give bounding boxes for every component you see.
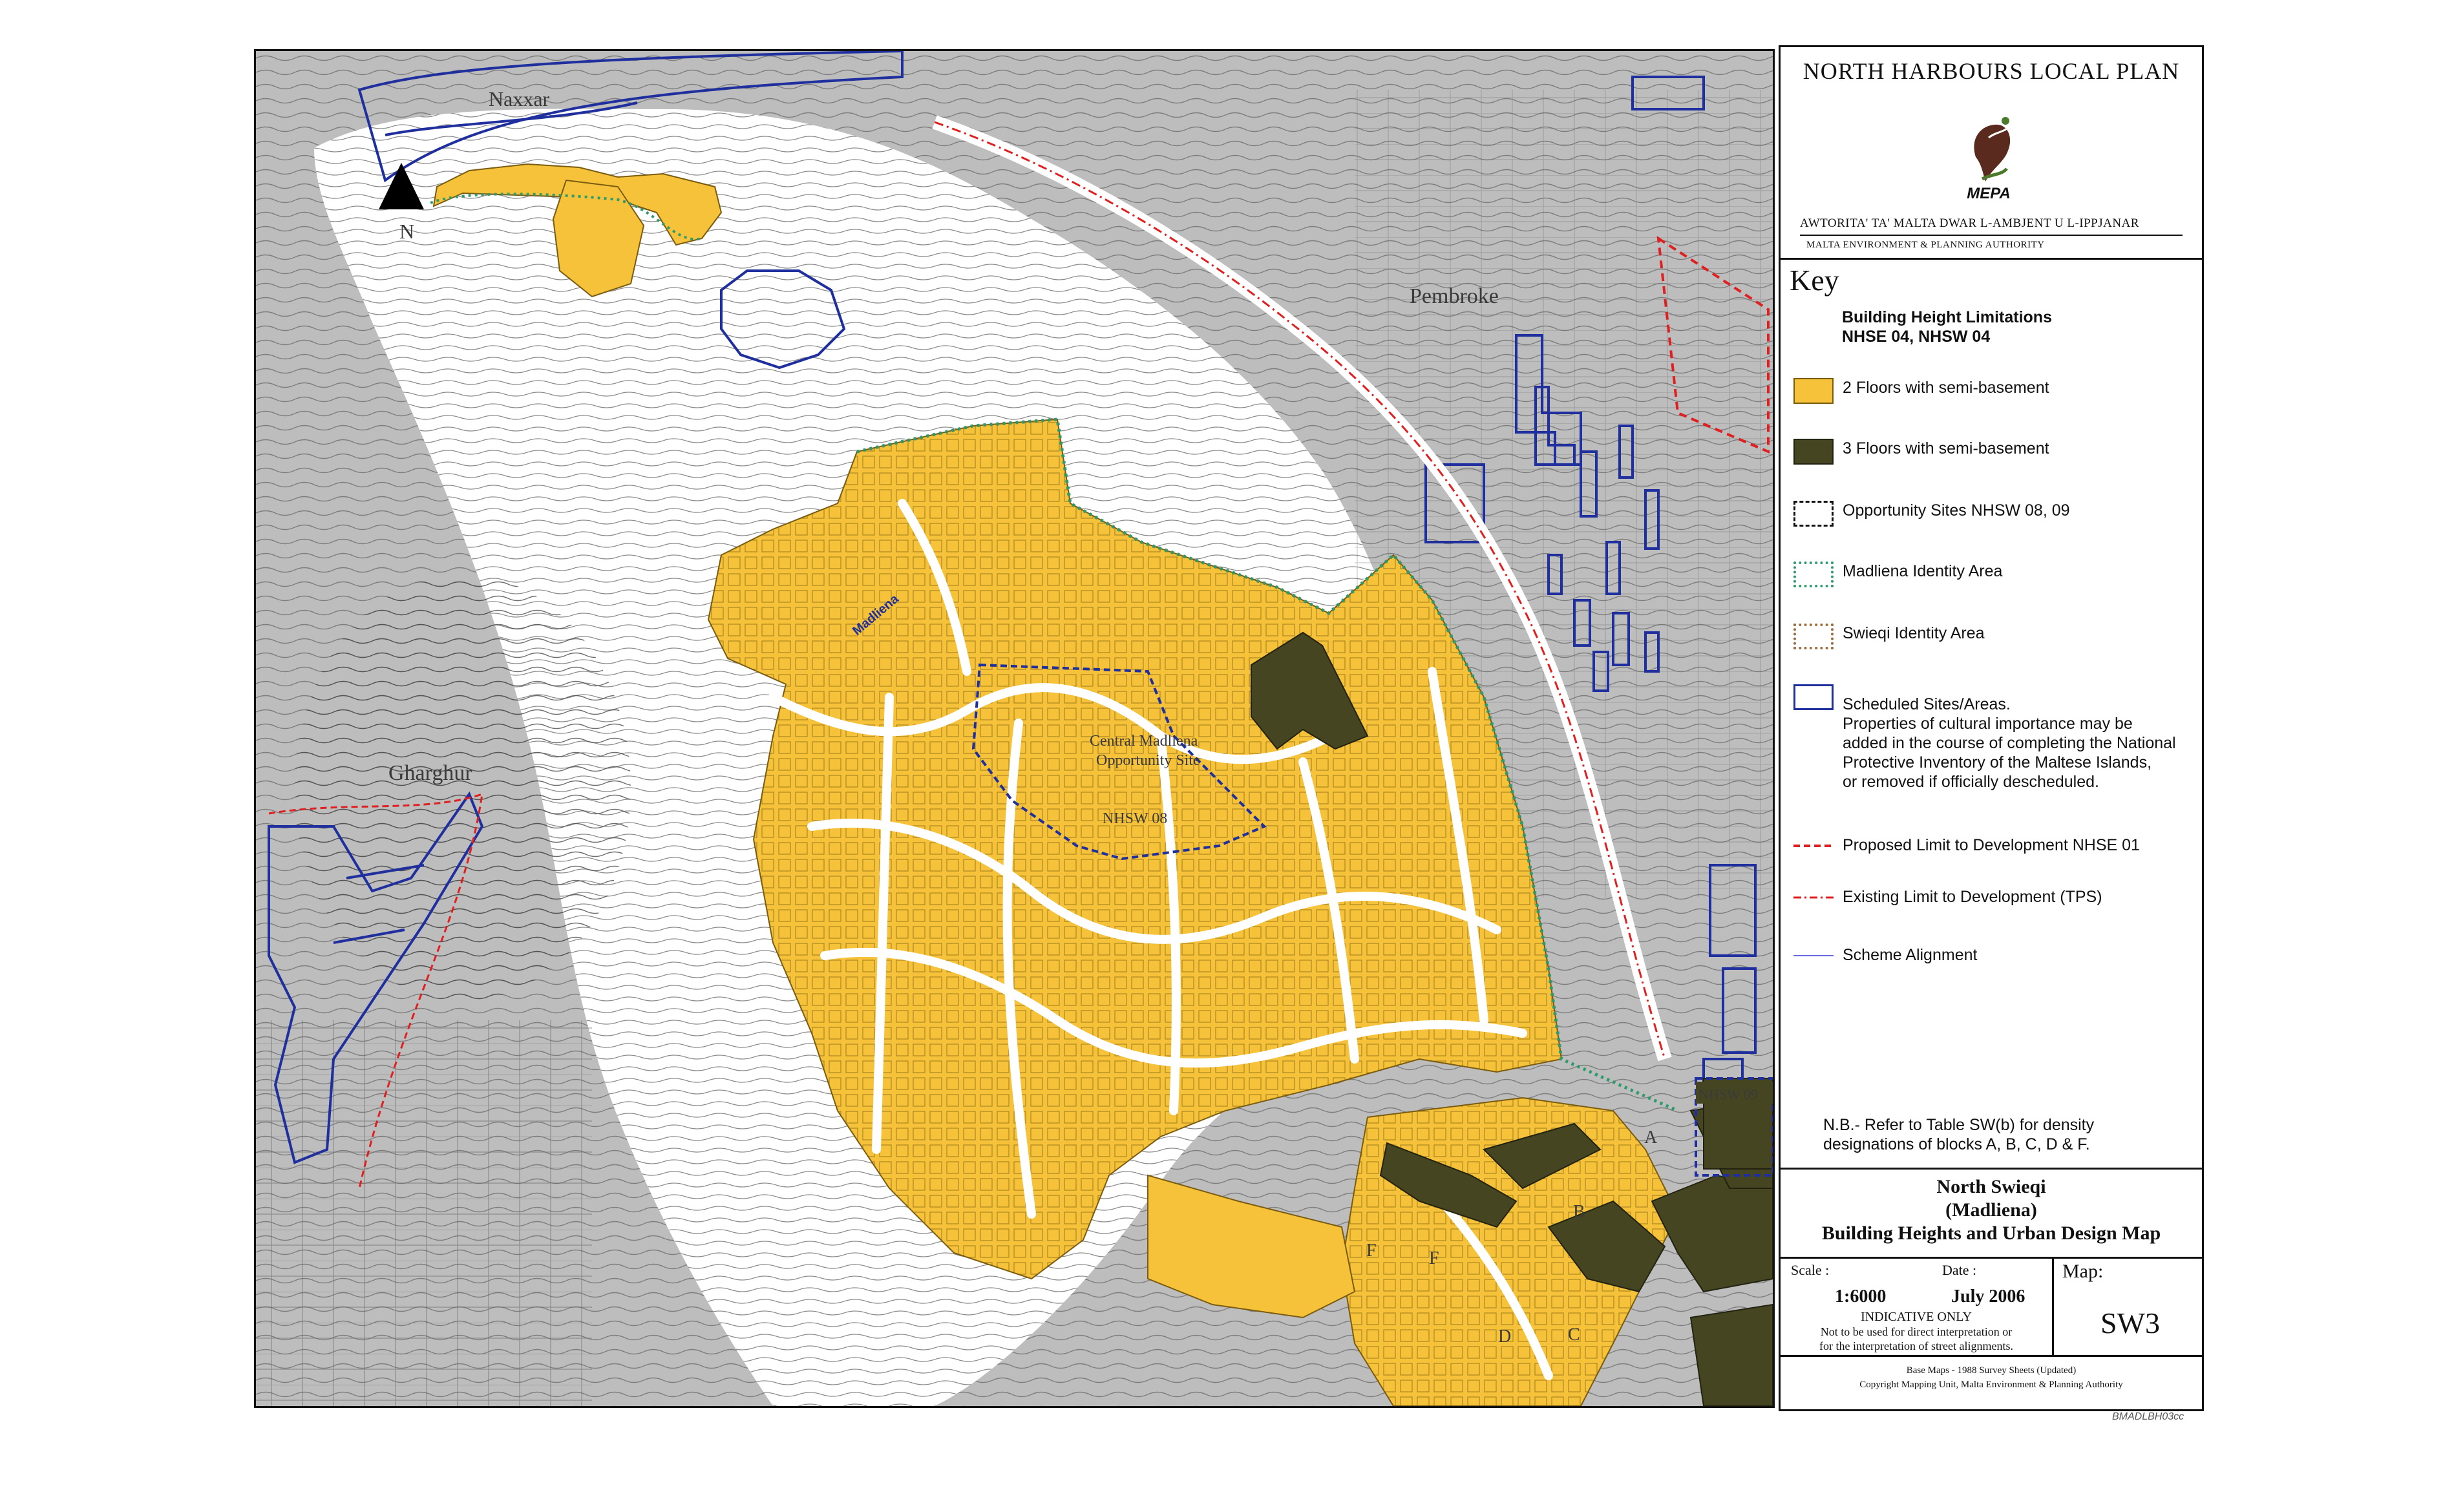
mepa-logo-text: MEPA (1967, 185, 2011, 202)
legend-label-opportunity: Opportunity Sites NHSW 08, 09 (1843, 501, 2070, 520)
legend-label-proposed-limit: Proposed Limit to Development NHSE 01 (1843, 836, 2140, 854)
section-title-2: NHSE 04, NHSW 04 (1842, 328, 1991, 346)
legend-item-scheme (1793, 943, 1977, 969)
swatch-existing-limit (1793, 885, 1834, 910)
map-area[interactable] (254, 49, 1775, 1408)
base-maps-note: Base Maps - 1988 Survey Sheets (Updated) (1906, 1365, 2077, 1376)
legend-label-three-floors: 3 Floors with semi-basement (1843, 439, 2049, 457)
mepa-logo-icon (1956, 112, 2021, 202)
label-opportunity-site: Opportunity Site (1096, 752, 1200, 769)
swatch-scheduled (1793, 684, 1834, 710)
block-letter-b: B (1573, 1202, 1585, 1222)
disclaimer-line-2: for the interpretation of street alignments. (1819, 1339, 2013, 1352)
fields-southwest (256, 1020, 592, 1406)
scale-label: Scale : (1791, 1262, 1830, 1278)
legend-item-existing-limit (1793, 885, 2102, 910)
label-central-madliena: Central Madliena (1090, 733, 1198, 750)
authority-maltese: AWTORITA' TA' MALTA DWAR L-AMBJENT U L-IPPJANAR (1800, 216, 2139, 230)
label-nhsw09: NHSW 09 (1698, 1086, 1758, 1102)
info-divider (1781, 1257, 2202, 1259)
title-divider (1781, 1168, 2202, 1170)
swatch-swieqi (1793, 624, 1834, 649)
legend-label-madliena: Madliena Identity Area (1843, 562, 2003, 580)
legend-item-scheduled (1793, 684, 2176, 792)
legend-label-swieqi: Swieqi Identity Area (1843, 624, 1985, 642)
header-divider (1781, 258, 2202, 260)
map-title-line-2: (Madliena) (1945, 1199, 2037, 1221)
map-title-line-3: Building Heights and Urban Design Map (1821, 1223, 2161, 1244)
gharghur-hill (295, 574, 631, 1001)
footer-divider (1781, 1355, 2202, 1357)
date-label: Date : (1942, 1262, 1977, 1278)
file-reference: BMADLBH03cc (2112, 1411, 2184, 1422)
label-pembroke: Pembroke (1410, 284, 1499, 308)
section-title-1: Building Height Limitations (1842, 308, 2052, 326)
scheduled-line-3: added in the course of completing the National (1843, 734, 2176, 752)
note-line-1: N.B.- Refer to Table SW(b) for density (1823, 1116, 2095, 1134)
legend-item-madliena (1793, 562, 2002, 587)
swatch-proposed-limit (1793, 833, 1834, 859)
label-naxxar: Naxxar (489, 87, 550, 110)
swatch-madliena (1793, 562, 1834, 587)
authority-divider (1800, 235, 2183, 236)
copyright-note: Copyright Mapping Unit, Malta Environment & Planning Authority (1859, 1380, 2123, 1390)
scheduled-line-4: Protective Inventory of the Maltese Islands, (1843, 753, 2152, 772)
map-number-divider (2052, 1257, 2054, 1355)
label-madliena-road: Madliena (850, 591, 902, 638)
map-number-label: Map: (2062, 1261, 2104, 1282)
legend-label-scheduled (1843, 695, 2176, 792)
scheduled-line-5: or removed if officially descheduled. (1843, 773, 2099, 791)
legend-label-scheme: Scheme Alignment (1843, 946, 1978, 964)
key-heading: Key (1790, 264, 1839, 297)
swatch-three-floors (1793, 439, 1834, 465)
map-title (1781, 1175, 2202, 1245)
swatch-scheme (1793, 943, 1834, 969)
scheduled-line-2: Properties of cultural importance may be (1843, 715, 2133, 733)
legend-item-two-floors (1793, 378, 2049, 404)
swatch-opportunity (1793, 501, 1834, 527)
block-letter-d: D (1498, 1327, 1512, 1347)
mepa-logo (1956, 112, 2021, 202)
legend-label-two-floors: 2 Floors with semi-basement (1843, 379, 2049, 397)
legend-label-existing-limit: Existing Limit to Development (TPS) (1843, 888, 2102, 906)
north-arrow-label: N (399, 220, 415, 243)
note-line-2: designations of blocks A, B, C, D & F. (1823, 1135, 2090, 1153)
scheduled-line-1: Scheduled Sites/Areas. (1843, 695, 2011, 713)
legend-item-opportunity (1793, 501, 2070, 527)
map-number: SW3 (2100, 1307, 2160, 1339)
block-letter-c: C (1568, 1325, 1580, 1345)
legend-item-swieqi (1793, 624, 1985, 649)
disclaimer-line-1: Not to be used for direct interpretation or (1820, 1325, 2013, 1338)
map-canvas[interactable] (256, 51, 1773, 1406)
date-value: July 2006 (1951, 1286, 2025, 1307)
legend-item-proposed-limit (1793, 833, 2140, 859)
block-letter-f-1: F (1366, 1241, 1377, 1261)
scale-value: 1:6000 (1835, 1286, 1887, 1307)
map-title-line-1: North Swieqi (1936, 1176, 2046, 1197)
authority-english: MALTA ENVIRONMENT & PLANNING AUTHORITY (1806, 240, 2045, 250)
legend-item-three-floors (1793, 439, 2049, 465)
plan-title: NORTH HARBOURS LOCAL PLAN (1803, 58, 2180, 84)
label-gharghur: Gharghur (388, 761, 472, 785)
block-letter-f-2: F (1429, 1248, 1439, 1268)
swatch-two-floors (1793, 378, 1834, 404)
block-letter-a: A (1644, 1128, 1658, 1148)
legend-panel (1779, 45, 2204, 1411)
indicative-label: INDICATIVE ONLY (1861, 1310, 1972, 1324)
label-nhsw08: NHSW 08 (1103, 810, 1168, 827)
